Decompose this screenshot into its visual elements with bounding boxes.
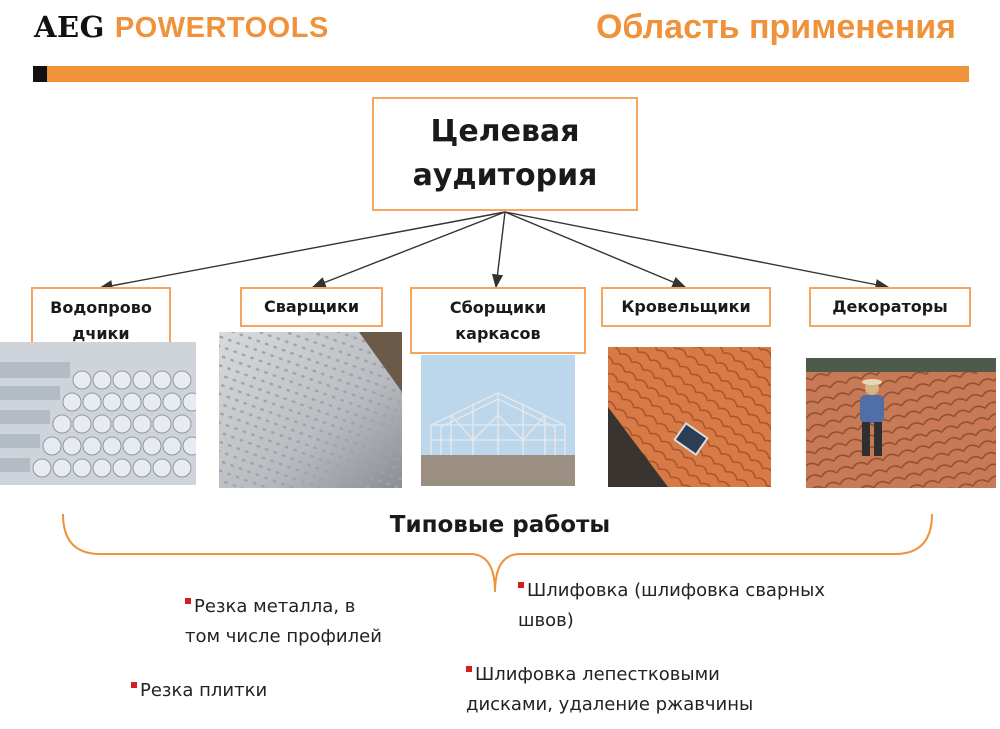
metal-sheet-photo [219,332,402,488]
arrow-to-decorators [505,212,888,287]
roof-tiles-photo [608,347,771,487]
bullet-weld-grinding [518,576,825,636]
pipes-photo [0,342,196,485]
target-audience-line2: аудитория [412,158,598,193]
bullet-flap-disc-grinding-line2: дисками, удаление ржавчины [466,694,754,715]
category-frame-assemblers-line2: каркасов [455,323,541,343]
brand-aeg: AEG [34,10,105,44]
bullet-flap-disc-grinding [466,660,753,720]
target-audience-line1: Целевая [430,114,580,149]
category-frame-assemblers-line1: Сборщики [449,297,547,317]
typical-works-title: Типовые работы [389,512,611,538]
arrow-to-frame-assemblers [496,212,505,287]
bullet-metal-cutting-line1: Резка металла, в [194,596,356,617]
category-welders-label: Сварщики [263,297,360,316]
bullet-tile-cutting [131,676,267,706]
bullet-weld-grinding-line1: Шлифовка (шлифовка сварных [527,580,826,601]
target-audience-box [372,97,638,211]
category-roofers [601,287,771,327]
arrow-to-plumbers [100,212,505,288]
bullet-metal-cutting-line2: том числе профилей [185,626,382,647]
bullet-tile-cutting-line1: Резка плитки [140,680,268,701]
category-decorators-label: Декораторы [832,297,948,316]
bullet-metal-cutting [185,592,382,652]
category-plumbers-line1: Водопрово [50,297,152,317]
category-welders [240,287,383,327]
bullet-marker [185,598,191,604]
decorator-roof-photo [806,358,996,488]
brand-powertools: POWERTOOLS [114,12,329,44]
bullet-weld-grinding-line2: швов) [518,610,574,631]
category-frame-assemblers [410,287,586,354]
arrow-to-welders [313,212,505,287]
bullet-marker [466,666,472,672]
category-decorators [809,287,971,327]
category-plumbers-line2: дчики [72,323,130,343]
slide-title: Область применения [595,8,956,46]
category-roofers-label: Кровельщики [621,297,751,316]
bullet-flap-disc-grinding-line1: Шлифовка лепестковыми [475,664,720,685]
bullet-marker [518,582,524,588]
bullet-marker [131,682,137,688]
arrow-to-roofers [505,212,685,287]
frame-construction-photo [421,355,575,486]
